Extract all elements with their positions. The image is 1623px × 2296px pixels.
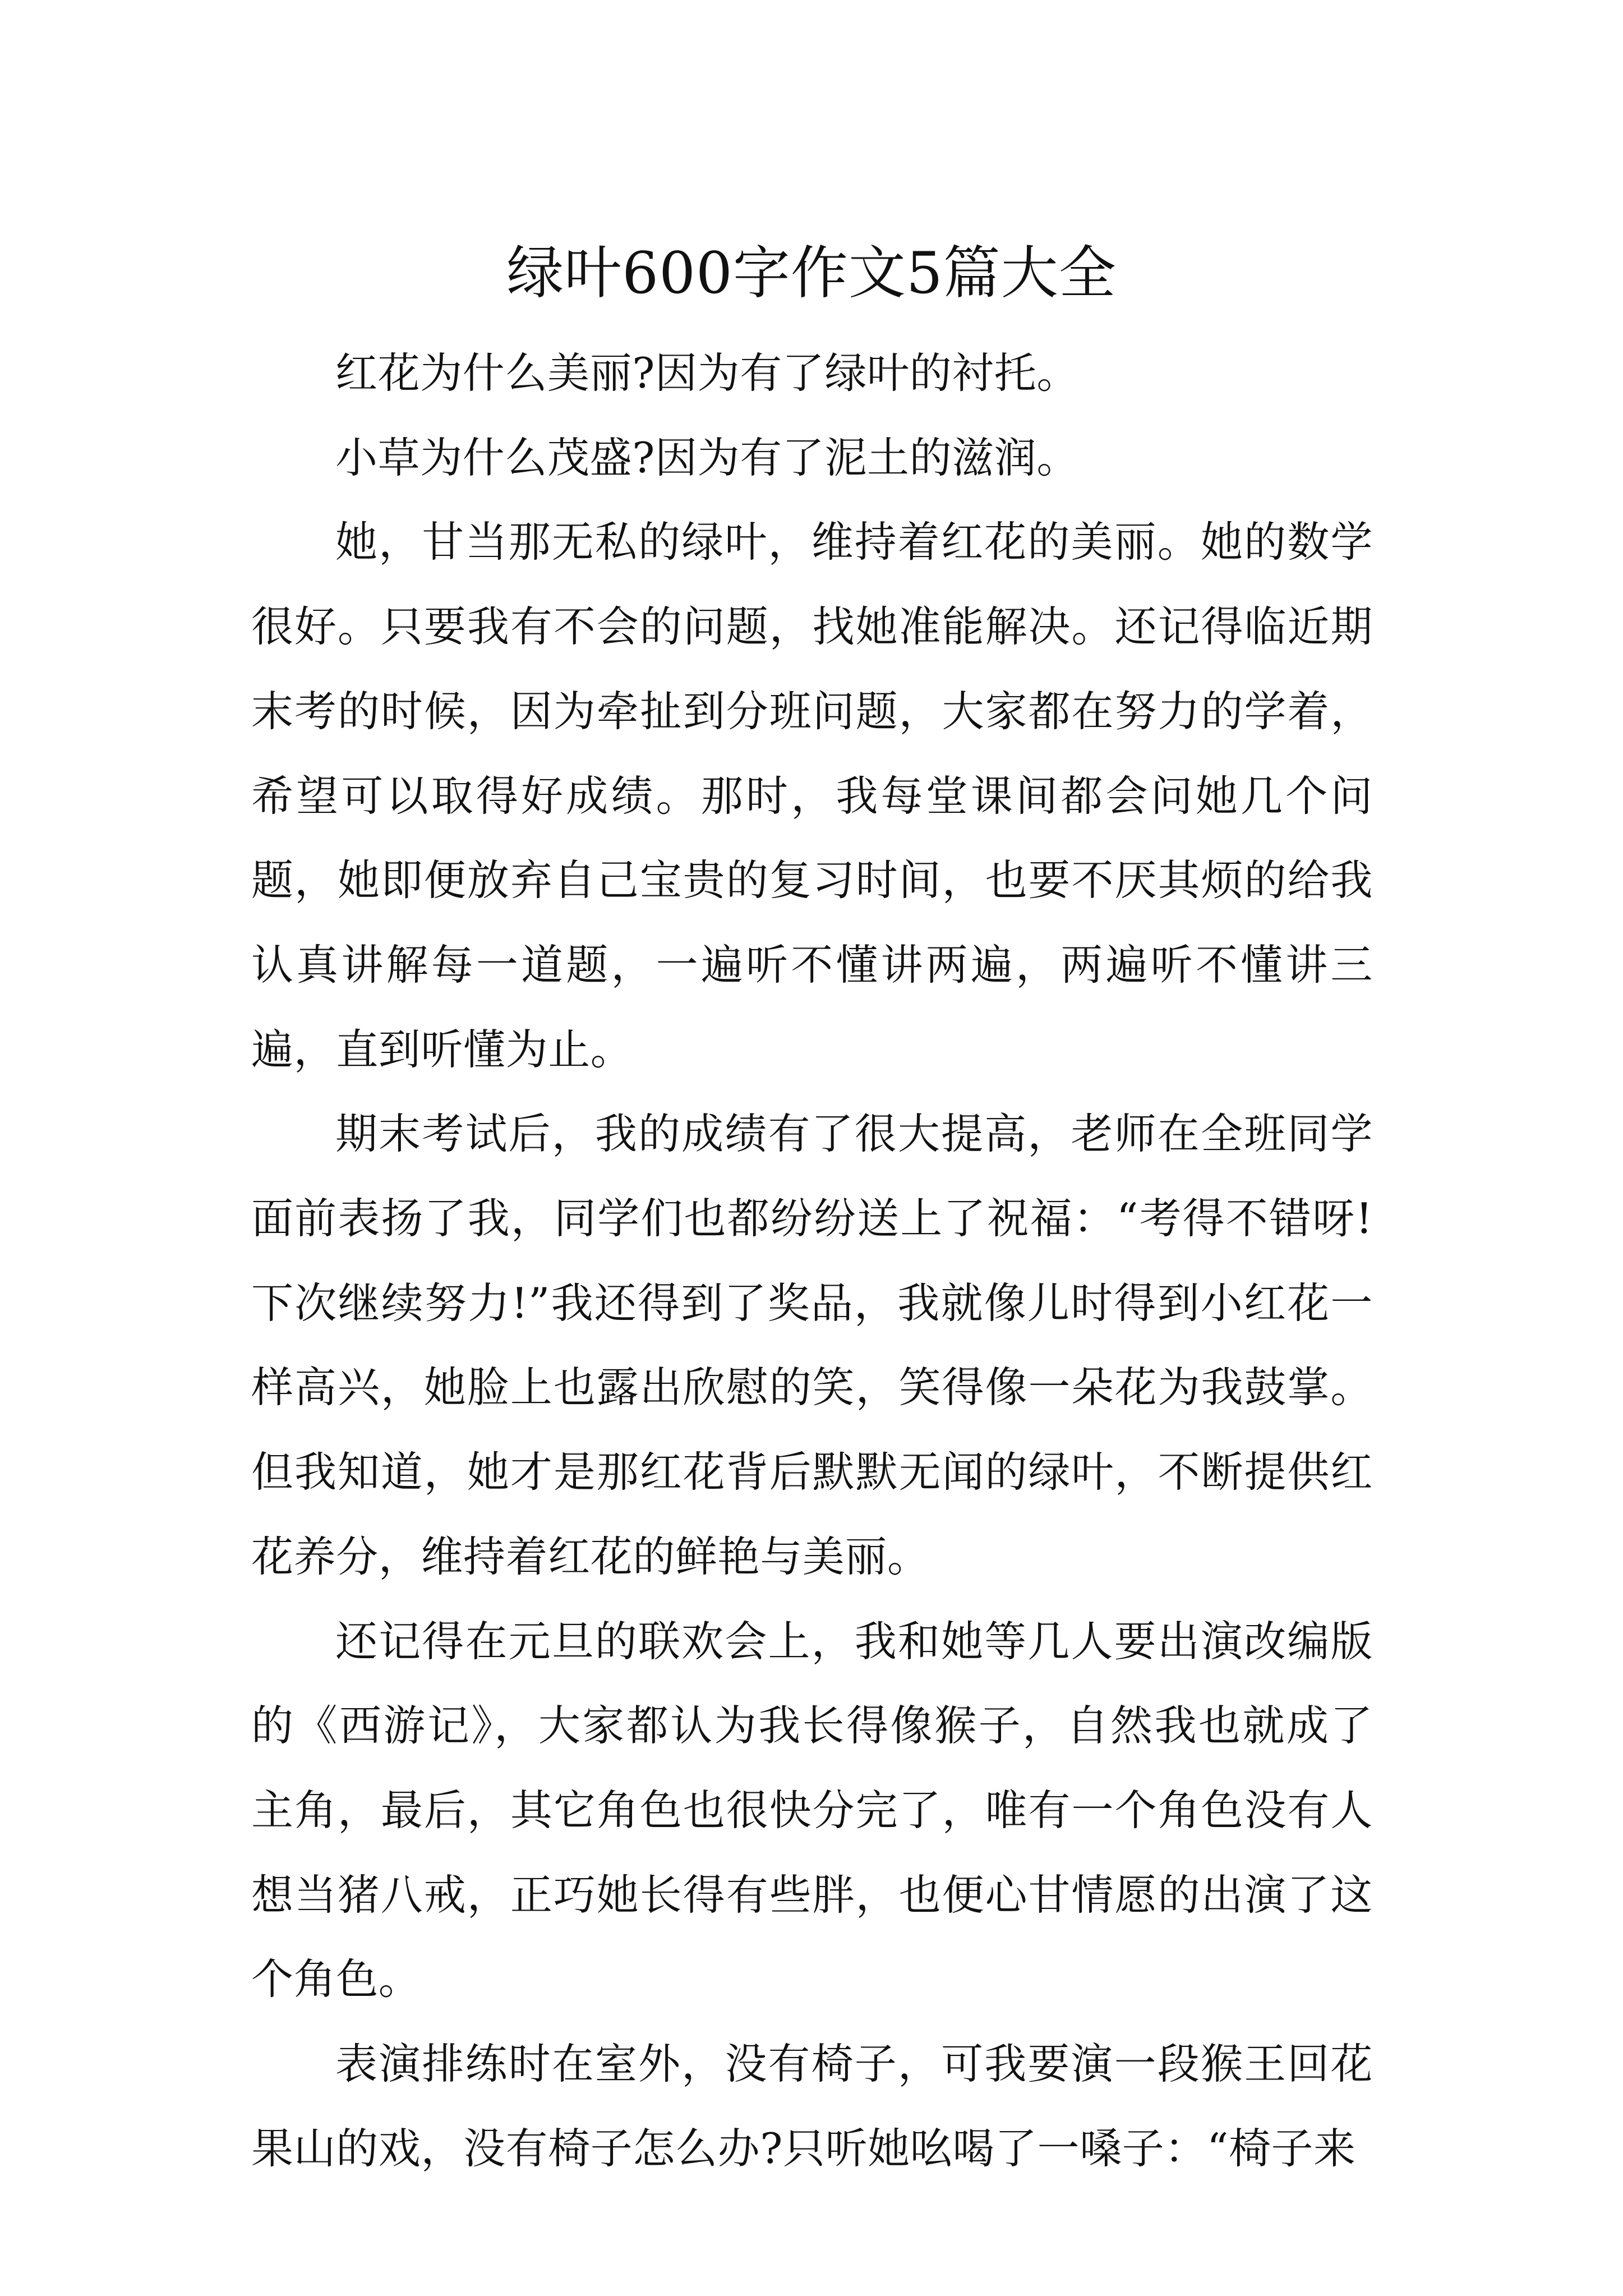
paragraph-1: 红花为什么美丽?因为有了绿叶的衬托。: [335, 348, 1080, 398]
paragraph-6: 表演排练时在室外，没有椅子，可我要演一段猴王回花果山的戏，没有椅子怎么办?只听她吆喝了一嗓子：“椅子来: [251, 2039, 1373, 2173]
paragraph-3: 她，甘当那无私的绿叶，维持着红花的美丽。她的数学很好。只要我有不会的问题，找她准能解决。还记得临近期末考的时候，因为牵扯到分班问题，大家都在努力的学着，希望可以取得好成绩。那时，我每堂课间都会问她几个问题，她即便放弃自己宝贵的复习时间，也要不厌其烦的给我认真讲解每一道题，一遍听不懂讲两遍，两遍听不懂讲三遍，直到听懂为止。: [251, 517, 1373, 1074]
paragraph-2: 小草为什么茂盛?因为有了泥土的滋润。: [335, 432, 1080, 482]
document-body: [251, 331, 1373, 2191]
paragraph-5: 还记得在元旦的联欢会上，我和她等几人要出演改编版的《西游记》，大家都认为我长得像猴子，自然我也就成了主角，最后，其它角色也很快分完了，唯有一个角色没有人想当猪八戒，正巧她长得有些胖，也便心甘情愿的出演了这个角色。: [251, 1616, 1373, 2004]
document-title: 绿叶600字作文5篇大全: [506, 240, 1117, 307]
paragraph-4: 期末考试后，我的成绩有了很大提高，老师在全班同学面前表扬了我，同学们也都纷纷送上了祝福：“考得不错呀!下次继续努力!”我还得到了奖品，我就像儿时得到小红花一样高兴，她脸上也露出欣慰的笑，笑得像一朵花为我鼓掌。但我知道，她才是那红花背后默默无闻的绿叶，不断提供红花养分，维持着红花的鲜艳与美丽。: [251, 1109, 1373, 1581]
